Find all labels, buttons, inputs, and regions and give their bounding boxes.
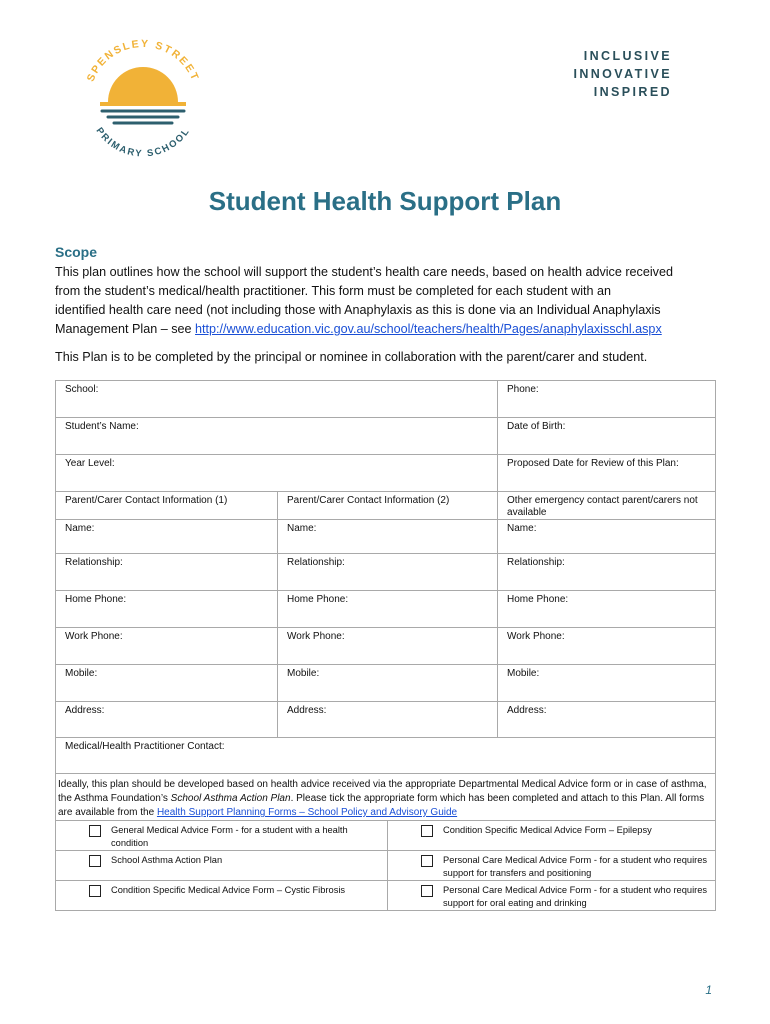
student-name-field[interactable]: Student’s Name:	[56, 418, 498, 455]
general-form-label: General Medical Advice Form - for a student with a health condition	[111, 825, 348, 848]
general-form-checkbox[interactable]	[89, 825, 101, 837]
transfer-form-label: Personal Care Medical Advice Form - for a student who requires support for transfers and positioning	[443, 855, 708, 878]
contact2-work-phone-field[interactable]: Work Phone:	[278, 628, 498, 665]
advice-note-italic: School Asthma Action Plan	[170, 793, 291, 804]
other-name-field[interactable]: Name:	[498, 520, 716, 554]
advice-note	[56, 774, 716, 821]
advice-note-part1: Ideally, this plan should be developed based on health advice received via the appropriate Departmental Medical Advice form or in case of asthma, the Asthma Foundation’s	[58, 779, 707, 804]
page-title: Student Health Support Plan	[208, 186, 562, 216]
other-work-phone-field[interactable]: Work Phone:	[498, 628, 716, 665]
tagline	[573, 47, 672, 101]
option-cystic-cell	[56, 881, 388, 911]
scope-line-4	[55, 320, 720, 339]
scope-line-4-prefix: Management Plan – see	[55, 322, 196, 336]
anaphylaxis-link[interactable]: http://www.education.vic.gov.au/school/teachers/health/Pages/anaphylaxisschl.aspx	[195, 322, 662, 336]
contact2-relationship-field[interactable]: Relationship:	[278, 554, 498, 591]
school-logo	[78, 34, 208, 164]
school-field[interactable]: School:	[56, 381, 498, 418]
option-oral-cell	[388, 881, 716, 911]
practitioner-field[interactable]: Medical/Health Practitioner Contact:	[56, 738, 716, 774]
contact1-name-field[interactable]: Name:	[56, 520, 278, 554]
planning-forms-link[interactable]: Health Support Planning Forms – School Policy and Advisory Guide	[156, 807, 458, 818]
oral-eating-form-checkbox[interactable]	[421, 885, 433, 897]
contact2-name-field[interactable]: Name:	[278, 520, 498, 554]
logo-arc-bottom-text: PRIMARY SCHOOL	[93, 125, 193, 160]
scope-paragraph	[55, 263, 720, 339]
svg-text:PRIMARY SCHOOL	[94, 126, 193, 160]
plan-note: This Plan is to be completed by the principal or nominee in collaboration with the parent/carer and student.	[55, 350, 648, 364]
other-contact-header: Other emergency contact parent/carers not available	[498, 492, 716, 520]
logo-waves	[102, 111, 184, 123]
logo-arc-top-text: SPENSLEY STREET	[84, 37, 202, 84]
tagline-line-3: INSPIRED	[593, 85, 672, 99]
dob-field[interactable]: Date of Birth:	[498, 418, 716, 455]
page-number: 1	[705, 983, 712, 997]
transfer-form-checkbox[interactable]	[421, 855, 433, 867]
contact1-address-field[interactable]: Address:	[56, 702, 278, 738]
contact1-work-phone-field[interactable]: Work Phone:	[56, 628, 278, 665]
scope-line-3: identified health care need (not including those with Anaphylaxis as this is done via an Individual Anaphylaxis	[55, 303, 661, 317]
logo-sun	[108, 67, 178, 102]
option-epilepsy-cell	[388, 821, 716, 851]
contact2-header: Parent/Carer Contact Information (2)	[278, 492, 498, 520]
other-home-phone-field[interactable]: Home Phone:	[498, 591, 716, 628]
contact1-relationship-field[interactable]: Relationship:	[56, 554, 278, 591]
contact1-header: Parent/Carer Contact Information (1)	[56, 492, 278, 520]
cystic-fibrosis-form-checkbox[interactable]	[89, 885, 101, 897]
scope-line-2: from the student’s medical/health practitioner. This form must be completed for each student with an	[55, 284, 612, 298]
asthma-plan-label: School Asthma Action Plan	[111, 855, 223, 865]
contact2-mobile-field[interactable]: Mobile:	[278, 665, 498, 702]
tagline-line-2: INNOVATIVE	[573, 67, 672, 81]
scope-line-1: This plan outlines how the school will support the student’s health care needs, based on health advice received	[55, 265, 673, 279]
contact1-home-phone-field[interactable]: Home Phone:	[56, 591, 278, 628]
epilepsy-form-label: Condition Specific Medical Advice Form – Epilepsy	[443, 825, 652, 835]
advice-note-part2: . Please tick the appropriate form which has been completed and attach to this Plan. All forms are available from the	[58, 793, 705, 818]
epilepsy-form-checkbox[interactable]	[421, 825, 433, 837]
contact2-home-phone-field[interactable]: Home Phone:	[278, 591, 498, 628]
contact1-mobile-field[interactable]: Mobile:	[56, 665, 278, 702]
tagline-line-1: INCLUSIVE	[583, 49, 672, 63]
scope-heading: Scope	[55, 244, 98, 260]
other-mobile-field[interactable]: Mobile:	[498, 665, 716, 702]
year-level-field[interactable]: Year Level:	[56, 455, 498, 492]
health-plan-form	[55, 380, 716, 911]
cystic-fibrosis-form-label: Condition Specific Medical Advice Form – Cystic Fibrosis	[111, 885, 346, 895]
option-general-cell	[56, 821, 388, 851]
oral-eating-form-label: Personal Care Medical Advice Form - for a student who requires support for oral eating and drinking	[443, 885, 708, 908]
other-address-field[interactable]: Address:	[498, 702, 716, 738]
phone-field[interactable]: Phone:	[498, 381, 716, 418]
review-date-field[interactable]: Proposed Date for Review of this Plan:	[498, 455, 716, 492]
contact2-address-field[interactable]: Address:	[278, 702, 498, 738]
option-transfer-cell	[388, 851, 716, 881]
option-asthma-cell	[56, 851, 388, 881]
asthma-plan-checkbox[interactable]	[89, 855, 101, 867]
other-relationship-field[interactable]: Relationship:	[498, 554, 716, 591]
